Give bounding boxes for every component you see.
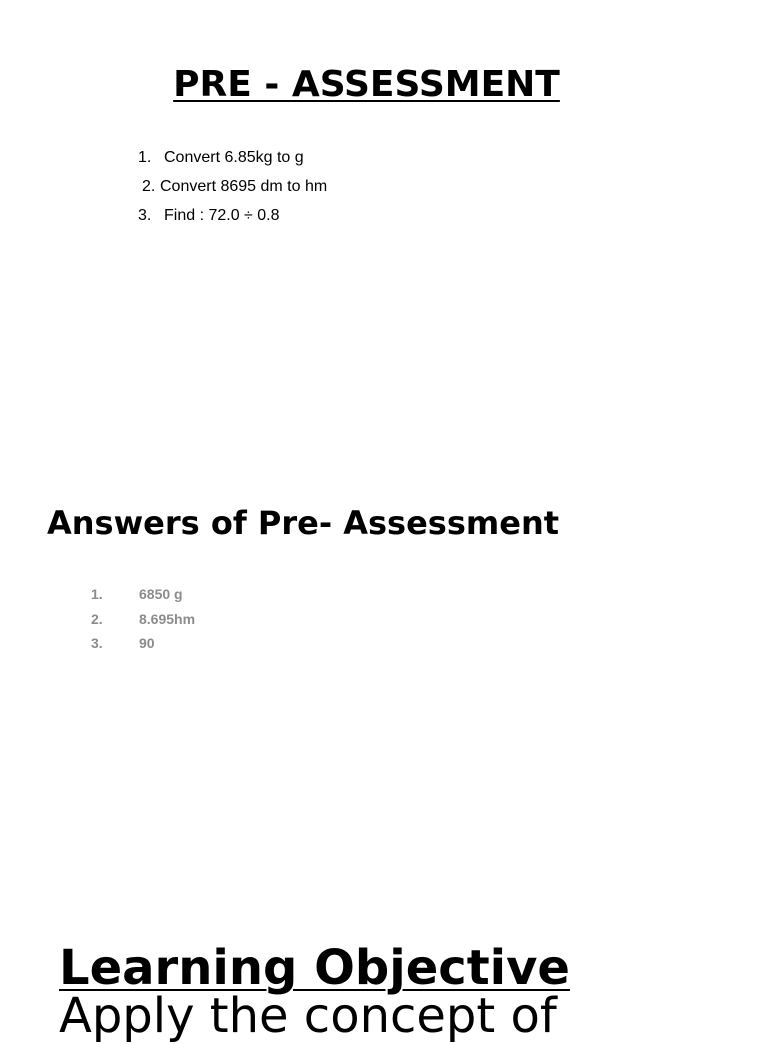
- answer-item: [91, 634, 155, 652]
- answer-number: 3.: [91, 635, 103, 651]
- question-text: Convert 6.85kg to g: [164, 149, 304, 166]
- learning-objective-text: Apply the concept of: [59, 988, 557, 1044]
- answers-heading: Answers of Pre- Assessment: [47, 504, 560, 542]
- answer-text: 8.695hm: [139, 611, 196, 627]
- question-number: 2.: [142, 178, 156, 195]
- answer-text: 6850 g: [139, 586, 183, 602]
- answer-text: 90: [139, 635, 155, 651]
- question-text: Find : 72.0 ÷ 0.8: [164, 207, 280, 224]
- question-item: [138, 148, 304, 168]
- answer-number: 1.: [91, 586, 103, 602]
- answer-item: [91, 610, 195, 628]
- question-number: 3.: [138, 207, 152, 224]
- question-item: [138, 206, 280, 226]
- question-item: [142, 177, 327, 197]
- question-number: 1.: [138, 149, 152, 166]
- learning-objective-heading: Learning Objective: [59, 940, 570, 996]
- answer-number: 2.: [91, 611, 103, 627]
- question-text: Convert 8695 dm to hm: [160, 178, 328, 195]
- page-title: PRE - ASSESSMENT: [173, 64, 560, 105]
- answer-item: [91, 585, 183, 603]
